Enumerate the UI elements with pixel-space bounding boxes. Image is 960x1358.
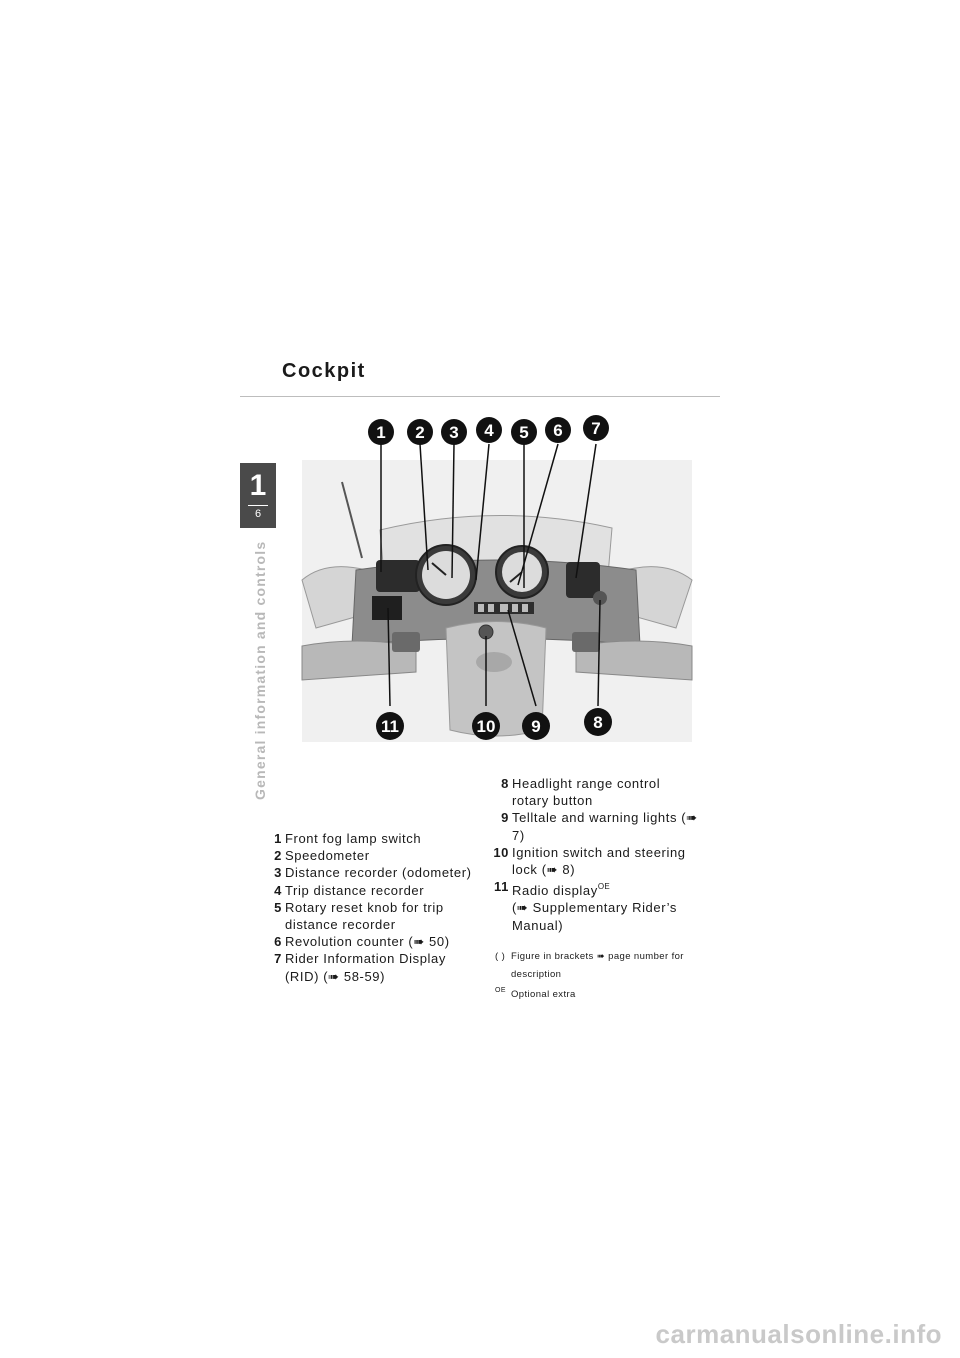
svg-text:1: 1	[376, 423, 386, 442]
legend-item: 10 Ignition switch and steering lock (➠ 8)	[493, 844, 686, 878]
svg-text:6: 6	[553, 421, 563, 440]
legend-left	[274, 830, 475, 985]
title-divider	[240, 396, 720, 397]
legend-item: 1 Front fog lamp switch	[274, 831, 422, 846]
cockpit-illustration	[296, 410, 694, 750]
watermark: carmanualsonline.info	[655, 1319, 942, 1349]
optional-extra-mark: OE	[597, 882, 611, 892]
legend-item: 6 Revolution counter (➠ 50)	[274, 934, 450, 950]
chapter-tab	[240, 463, 276, 528]
svg-text:3: 3	[449, 423, 459, 442]
callout-7	[583, 415, 609, 441]
footnote-brackets: ( ) Figure in brackets ➠ page number for description	[495, 951, 684, 980]
legend-right	[490, 775, 700, 934]
legend-item: 7 Rider Information Display (RID) (➠ 58-59)	[274, 951, 446, 984]
callout-3	[441, 419, 467, 445]
callout-1	[368, 419, 394, 445]
legend-item: 4 Trip distance recorder	[274, 882, 425, 898]
svg-text:5: 5	[519, 423, 529, 442]
legend-item: 5 Rotary reset knob for trip distance recorder	[274, 899, 444, 933]
svg-text:11: 11	[381, 717, 399, 736]
svg-text:8: 8	[593, 713, 603, 732]
svg-text:7: 7	[591, 419, 601, 438]
svg-text:2: 2	[415, 423, 425, 442]
chapter-number: 1	[249, 469, 267, 502]
legend-item: 9 Telltale and warning lights (➠ 7)	[501, 810, 698, 843]
callout-5	[511, 419, 537, 445]
svg-text:10: 10	[476, 717, 496, 736]
callout-11	[376, 712, 404, 740]
svg-text:9: 9	[531, 717, 541, 736]
cockpit-figure	[296, 410, 694, 750]
side-label: General information and controls	[252, 540, 268, 800]
page-number: 6	[254, 508, 262, 520]
callout-4	[476, 417, 502, 443]
callout-2	[407, 419, 433, 445]
legend-item: 11 Radio display$^{OE}$ (➠ Supplementary Rider’s Manual)	[494, 879, 677, 933]
footnote-optional-extra: OE Optional extra	[495, 987, 576, 1000]
callout-8	[584, 708, 612, 736]
legend-item: 2 Speedometer	[274, 848, 370, 864]
callout-6	[545, 417, 571, 443]
legend-item: 3 Distance recorder (odometer)	[274, 865, 472, 881]
svg-text:4: 4	[484, 421, 494, 440]
page-title: Cockpit	[282, 360, 366, 382]
callout-9	[522, 712, 550, 740]
callout-10	[472, 712, 500, 740]
legend-item: 8 Headlight range control rotary button	[501, 776, 661, 809]
